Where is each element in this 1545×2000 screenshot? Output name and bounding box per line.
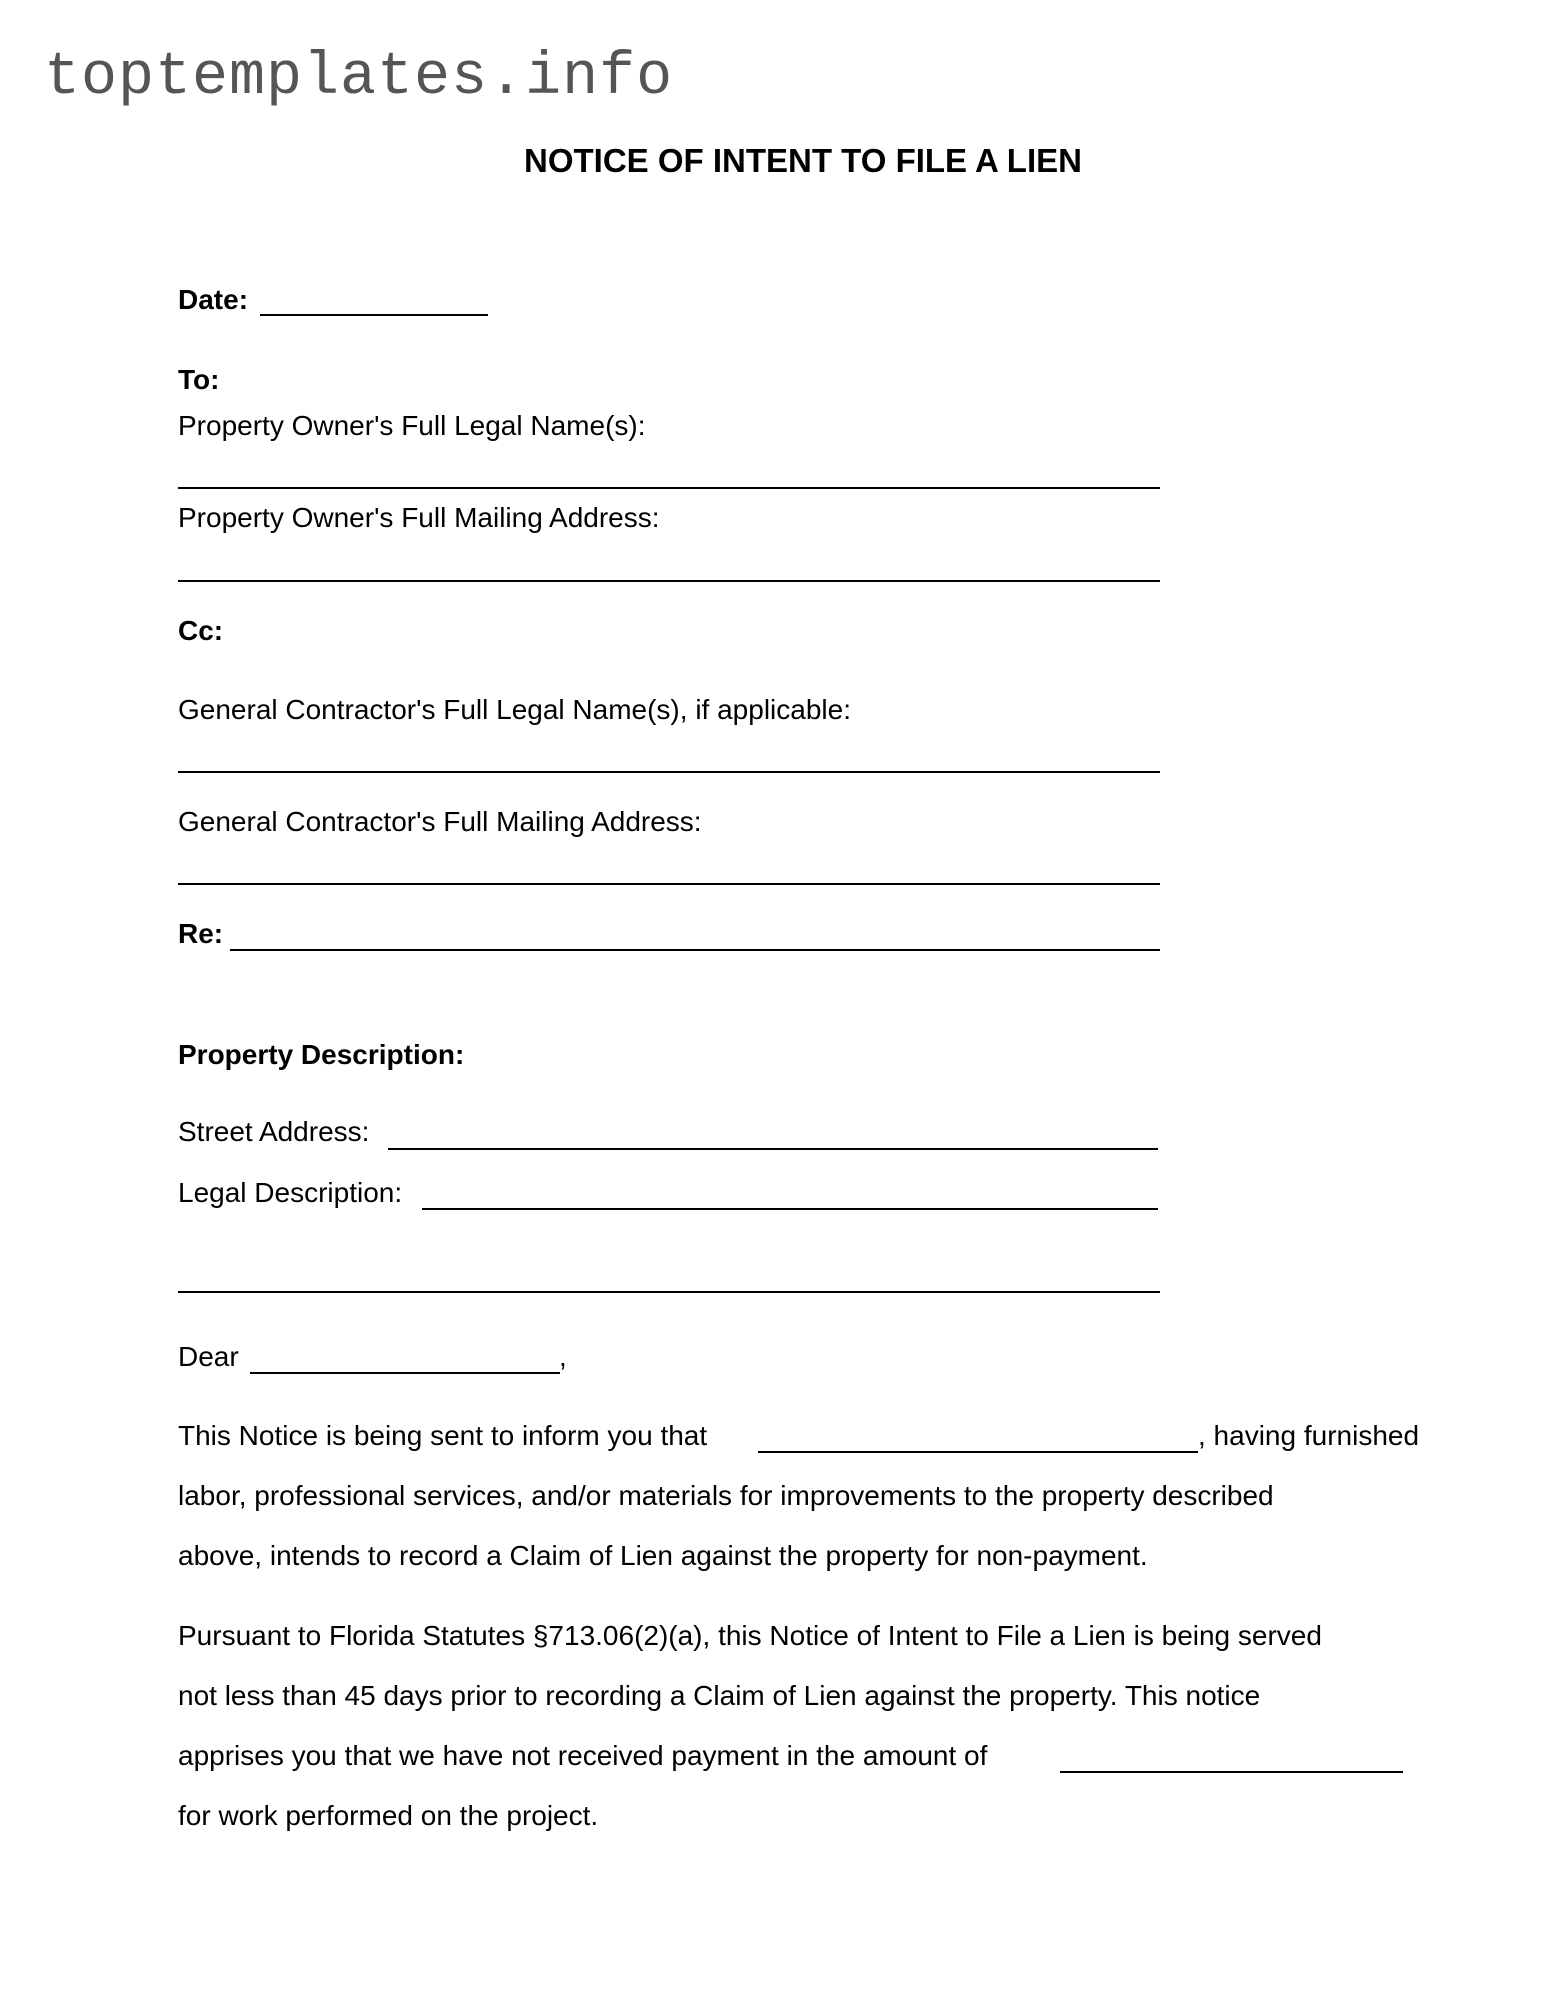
legal-description-label: Legal Description: [178,1177,403,1208]
para1-line3: above, intends to record a Claim of Lien against the property for non-payment. [178,1540,1148,1571]
para2-line2: not less than 45 days prior to recording a Claim of Lien against the property. This notice [178,1680,1261,1711]
owner-address-field[interactable] [178,580,1160,582]
para2-line1: Pursuant to Florida Statutes §713.06(2)(a), this Notice of Intent to File a Lien is being served [178,1620,1322,1651]
date-field[interactable] [260,314,488,316]
gc-address-field[interactable] [178,883,1160,885]
dear-comma: , [559,1341,567,1372]
para2-line3-pre: apprises you that we have not received payment in the amount of [178,1740,988,1771]
to-label: To: [178,364,220,395]
gc-address-label: General Contractor's Full Mailing Address: [178,806,702,837]
claimant-name-field[interactable] [758,1451,1198,1453]
watermark: toptemplates.info [44,44,674,112]
legal-description-field-line2[interactable] [178,1291,1160,1293]
para1-line2: labor, professional services, and/or materials for improvements to the property described [178,1480,1274,1511]
owner-name-field[interactable] [178,487,1160,489]
street-address-field[interactable] [388,1148,1158,1150]
dear-name-field[interactable] [250,1372,560,1374]
para1-line1-post: , having furnished [1198,1420,1420,1451]
street-address-label: Street Address: [178,1116,370,1147]
para2-line4: for work performed on the project. [178,1800,599,1831]
re-label: Re: [178,918,224,949]
re-field[interactable] [230,949,1160,951]
para1-line1-pre: This Notice is being sent to inform you that [178,1420,708,1451]
dear-label: Dear [178,1341,239,1372]
cc-label: Cc: [178,615,224,646]
document-title: NOTICE OF INTENT TO FILE A LIEN [524,142,1082,179]
amount-field[interactable] [1060,1771,1403,1773]
gc-name-field[interactable] [178,771,1160,773]
owner-address-label: Property Owner's Full Mailing Address: [178,502,660,533]
legal-description-field[interactable] [422,1208,1158,1210]
date-label: Date: [178,284,249,315]
owner-name-label: Property Owner's Full Legal Name(s): [178,410,646,441]
gc-name-label: General Contractor's Full Legal Name(s), if applicable: [178,694,851,725]
property-description-label: Property Description: [178,1039,465,1070]
